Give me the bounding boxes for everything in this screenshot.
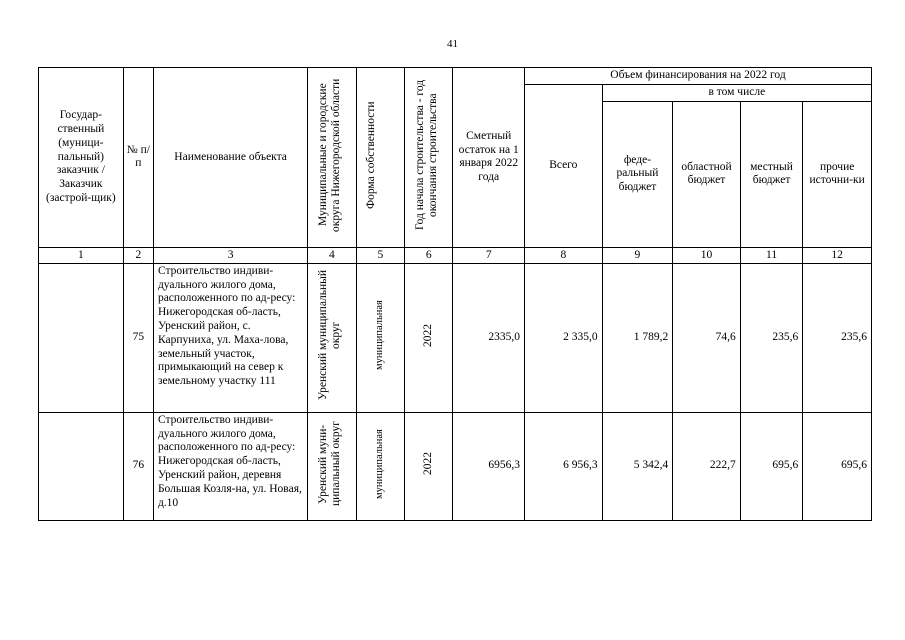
row-estimate: 6956,3 <box>453 412 525 520</box>
column-numbers-row <box>39 247 872 263</box>
header-number: № п/п <box>123 68 153 248</box>
row-regional: 222,7 <box>673 412 741 520</box>
financing-table <box>38 67 872 521</box>
row-district <box>308 412 356 520</box>
column-number: 6 <box>405 247 453 263</box>
column-number: 7 <box>453 247 525 263</box>
row-object-name: Строительство индиви-дуального жилого дома, расположенного по ад-ресу: Нижегородская об-ласть, Уренский район, деревня Большая Козля-на, ул. Новая, д.10 <box>153 412 307 520</box>
column-number: 4 <box>308 247 356 263</box>
row-local: 235,6 <box>740 263 803 412</box>
header-district-text: Муниципальные и городские округа Нижегородской области <box>316 78 343 232</box>
row-years <box>405 263 453 412</box>
row-customer <box>39 412 124 520</box>
row-ownership <box>356 263 404 412</box>
header-estimate: Сметный остаток на 1 января 2022 года <box>453 68 525 248</box>
header-years-text: Год начала строительства - год окончания строительства <box>413 79 439 231</box>
column-number: 5 <box>356 247 404 263</box>
row-ownership <box>356 412 404 520</box>
header-customer: Государ-ственный (муници-пальный) заказчик / Заказчик (застрой-щик) <box>39 68 124 248</box>
header-total: Всего <box>525 84 603 247</box>
header-local: местный бюджет <box>740 101 803 247</box>
row-district <box>308 263 356 412</box>
row-federal: 1 789,2 <box>602 263 673 412</box>
row-district-text: Уренский муниципальный округ <box>316 270 343 401</box>
row-years-text: 2022 <box>421 323 434 347</box>
row-total: 2 335,0 <box>525 263 603 412</box>
row-years-text: 2022 <box>421 452 434 476</box>
header-including: в том числе <box>602 84 871 101</box>
row-years <box>405 412 453 520</box>
row-district-text: Уренский муни-ципальный округ <box>316 421 343 507</box>
row-regional: 74,6 <box>673 263 741 412</box>
column-number: 9 <box>602 247 673 263</box>
header-federal: феде-ральный бюджет <box>602 101 673 247</box>
row-estimate: 2335,0 <box>453 263 525 412</box>
row-other: 695,6 <box>803 412 872 520</box>
header-ownership-text: Форма собственности <box>365 101 378 209</box>
row-federal: 5 342,4 <box>602 412 673 520</box>
header-object-name: Наименование объекта <box>153 68 307 248</box>
header-other: прочие источни-ки <box>803 101 872 247</box>
row-other: 235,6 <box>803 263 872 412</box>
column-number: 12 <box>803 247 872 263</box>
column-number: 1 <box>39 247 124 263</box>
row-ownership-text: муниципальная <box>374 428 386 499</box>
table-row <box>39 412 872 520</box>
table-row <box>39 263 872 412</box>
column-number: 3 <box>153 247 307 263</box>
header-years <box>405 68 453 248</box>
header-ownership <box>356 68 404 248</box>
column-number: 2 <box>123 247 153 263</box>
page-number: 41 <box>447 38 458 50</box>
column-number: 10 <box>673 247 741 263</box>
row-object-name: Строительство индиви-дуального жилого дома, расположенного по ад-ресу: Нижегородская об-ласть, Уренский район, с. Карпуниха, ул. Маха-лова, земельный участок, примыкающий на север к земельному участку 111 <box>153 263 307 412</box>
row-local: 695,6 <box>740 412 803 520</box>
header-regional: областной бюджет <box>673 101 741 247</box>
row-ownership-text: муниципальная <box>374 300 386 371</box>
header-row-1 <box>39 68 872 85</box>
row-number: 75 <box>123 263 153 412</box>
header-funding-group: Объем финансирования на 2022 год <box>525 68 872 85</box>
column-number: 11 <box>740 247 803 263</box>
column-number: 8 <box>525 247 603 263</box>
row-customer <box>39 263 124 412</box>
header-district <box>308 68 356 248</box>
row-number: 76 <box>123 412 153 520</box>
row-total: 6 956,3 <box>525 412 603 520</box>
